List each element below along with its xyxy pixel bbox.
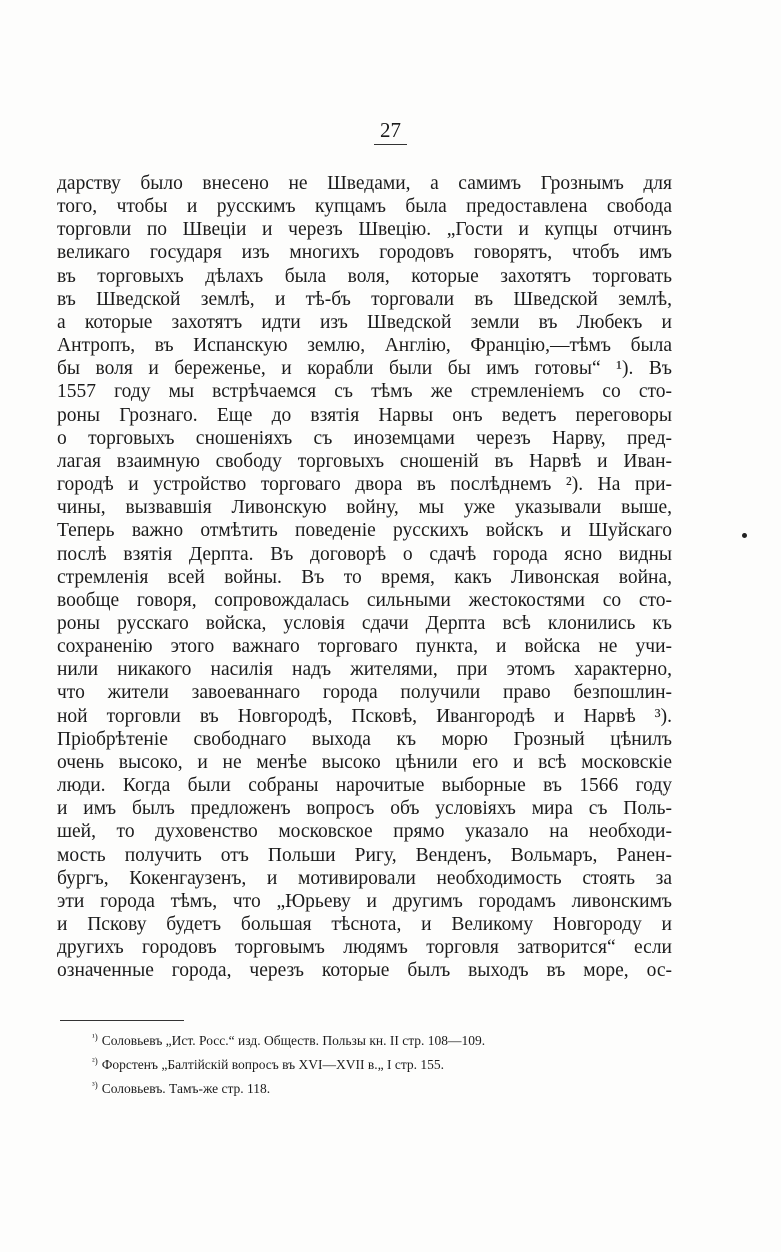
footnotes xyxy=(92,1027,652,1099)
text-line: въ торговыхъ дѣлахъ была воля, которые захотятъ торговать xyxy=(57,265,672,287)
footnote-text: Соловьевъ „Ист. Росс.“ изд. Обществ. Пользы кн. II стр. 108—109. xyxy=(101,1033,486,1048)
text-line: сохраненію этого важнаго торговаго пункта, и войска не учи- xyxy=(57,636,672,658)
text-line: нили никакого насилія надъ жителями, при этомъ характерно, xyxy=(57,659,672,681)
text-line: 1557 году мы встрѣчаемся съ тѣмъ же стремленіемъ со сто- xyxy=(57,381,672,403)
text-line: другихъ городовъ торговымъ людямъ торговля затворится“ если xyxy=(57,937,672,959)
text-line: чины, вызвавшія Ливонскую войну, мы уже указывали выше, xyxy=(57,497,672,519)
text-line: того, чтобы и русскимъ купцамъ была предоставлена свобода xyxy=(57,196,672,218)
footnote-text: Форстенъ „Балтійскій вопросъ въ XVI—XVII в.„ I стр. 155. xyxy=(101,1057,445,1072)
text-line: Теперь важно отмѣтить поведеніе русскихъ войскъ и Шуйскаго xyxy=(57,520,672,542)
text-line: что жители завоеваннаго города получили право безпошлин- xyxy=(57,682,672,704)
text-line: шей, то духовенство московское прямо указало на необходи- xyxy=(57,821,672,843)
page-number xyxy=(0,117,781,145)
margin-dot xyxy=(742,533,747,538)
text-line: люди. Когда были собраны нарочитые выборные въ 1566 году xyxy=(57,775,672,797)
body-text xyxy=(57,172,672,982)
text-line: послѣ взятія Дерпта. Въ договорѣ о сдачѣ города ясно видны xyxy=(57,543,672,565)
footnote xyxy=(92,1051,652,1075)
text-line: дарству было внесено не Шведами, а самимъ Грознымъ для xyxy=(57,173,672,194)
text-line: означенные города, черезъ которые былъ выходъ въ море, ос- xyxy=(57,960,672,982)
text-line: лагая взаимную свободу торговыхъ сношеній въ Нарвѣ и Иван- xyxy=(57,450,672,472)
text-line: ной торговли въ Новгородѣ, Псковѣ, Ивангородѣ и Нарвѣ ³). xyxy=(57,705,672,727)
text-line: городѣ и устройство торговаго двора въ послѣднемъ ²). На при- xyxy=(57,474,672,496)
footnote-text: Соловьевъ. Тамъ-же стр. 118. xyxy=(101,1081,271,1096)
footnote-mark: ³) xyxy=(92,1080,98,1090)
text-line: великаго государя изъ многихъ городовъ говорятъ, чтобъ имъ xyxy=(57,242,672,264)
text-line: очень высоко, и не менѣе высоко цѣнили его и всѣ московскіе xyxy=(57,751,672,773)
text-line: и Пскову будетъ большая тѣснота, и Великому Новгороду и xyxy=(57,914,672,935)
text-line: мость получить отъ Польши Ригу, Венденъ, Вольмаръ, Ранен- xyxy=(57,844,672,866)
text-line: и имъ былъ предложенъ вопросъ объ условіяхъ мира съ Поль- xyxy=(57,798,672,820)
text-line: бургъ, Кокенгаузенъ, и мотивировали необходимость стоять за xyxy=(57,867,672,889)
footnote xyxy=(92,1027,652,1051)
footnote-mark: ²) xyxy=(92,1056,98,1066)
text-line: вообще говоря, сопровождалась сильными жестокостями со сто- xyxy=(57,589,672,611)
text-line: торговли по Швеціи и черезъ Швецію. „Гости и купцы отчинъ xyxy=(57,219,672,241)
text-line: роны Грознаго. Еще до взятія Нарвы онъ ведетъ переговоры xyxy=(57,404,672,426)
footnote-mark: ¹) xyxy=(92,1032,98,1042)
text-line: Пріобрѣтеніе свободнаго выхода къ морю Грозный цѣнилъ xyxy=(57,728,672,750)
page-number-text: 27 xyxy=(374,117,407,145)
footnote xyxy=(92,1075,652,1099)
text-line: о торговыхъ сношеніяхъ съ иноземцами черезъ Нарву, пред- xyxy=(57,427,672,449)
text-line: бы воля и береженье, и корабли были бы имъ готовы“ ¹). Въ xyxy=(57,358,672,380)
text-line: эти города тѣмъ, что „Юрьеву и другимъ городамъ ливонскимъ xyxy=(57,890,672,912)
footnote-rule xyxy=(60,1020,184,1021)
text-line: стремленія всей войны. Въ то время, какъ Ливонская война, xyxy=(57,566,672,588)
text-line: въ Шведской землѣ, и тѣ-бъ торговали въ Шведской землѣ, xyxy=(57,288,672,310)
text-line: роны русскаго войска, условія сдачи Дерпта всѣ клонились къ xyxy=(57,612,672,634)
text-line: Антропъ, въ Испанскую землю, Англію, Францію,—тѣмъ была xyxy=(57,335,672,357)
text-line: а которые захотятъ идти изъ Шведской земли въ Любекъ и xyxy=(57,311,672,333)
